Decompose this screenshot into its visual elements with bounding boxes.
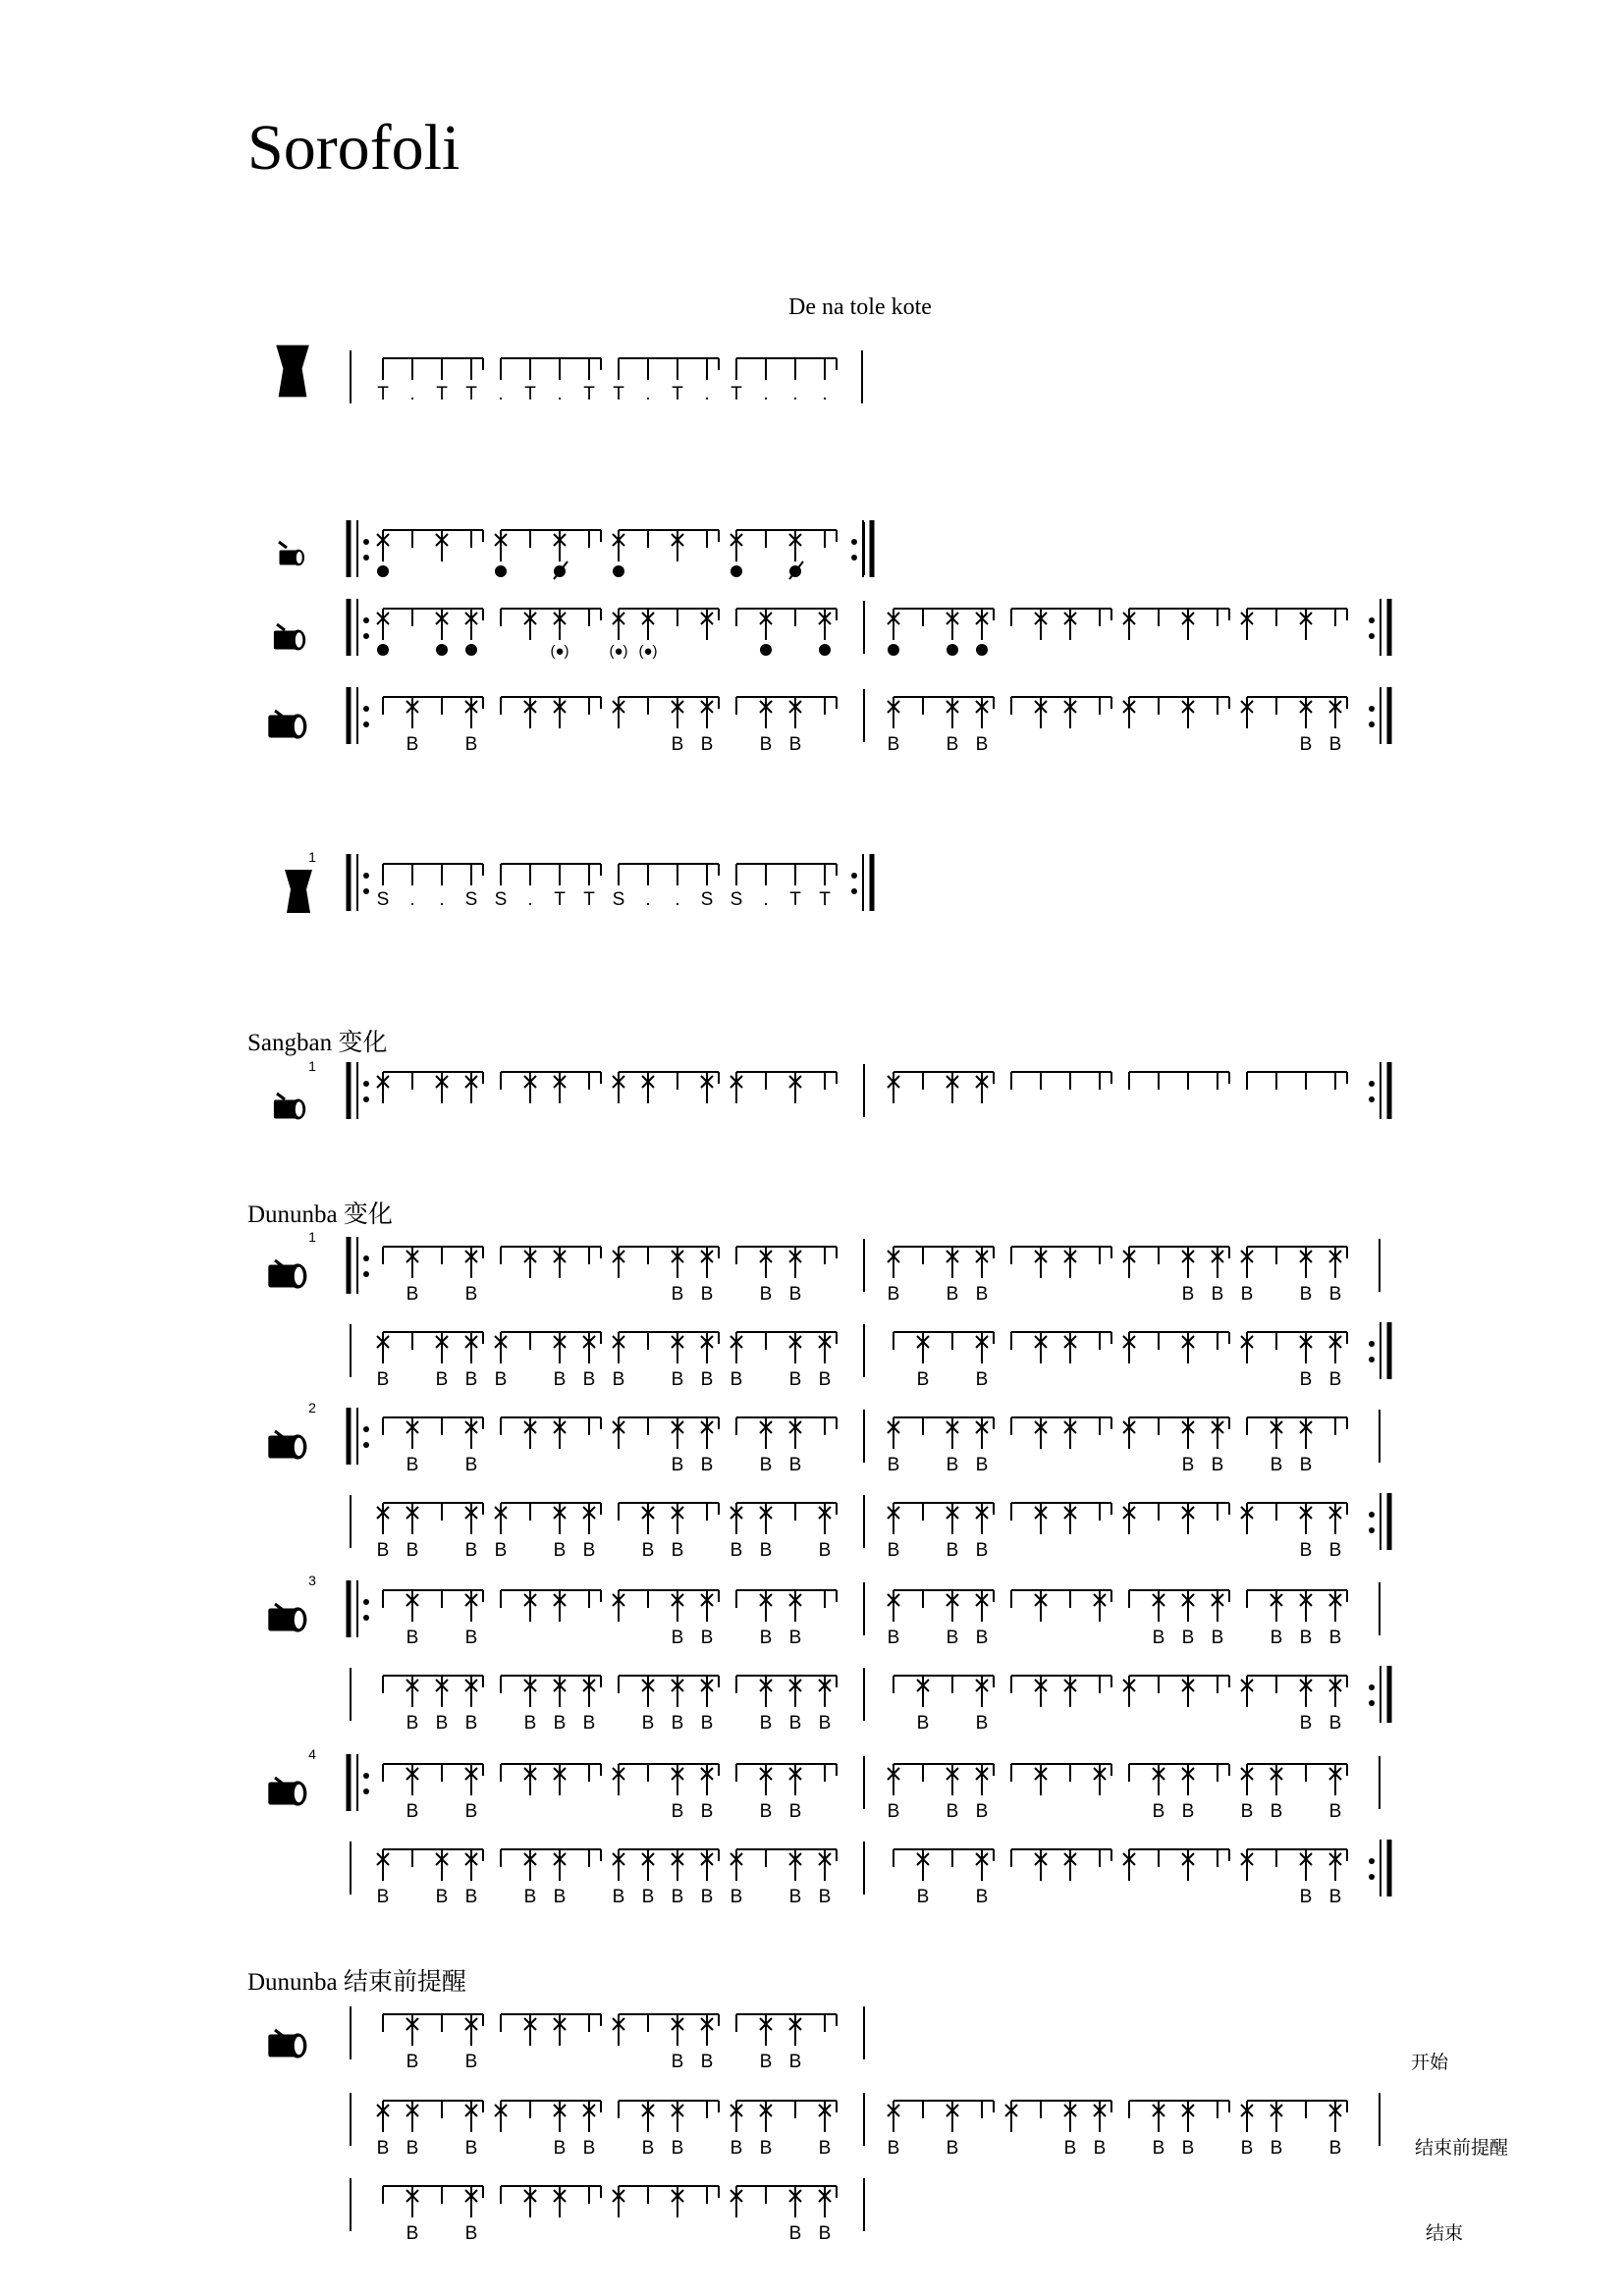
stroke-label: B — [887, 1540, 900, 1561]
stroke-label: B — [582, 1540, 596, 1561]
stroke-label: B — [1328, 734, 1342, 755]
stroke-label: B — [1270, 2138, 1283, 2159]
stroke-label: B — [612, 1887, 625, 1907]
repeat-dot — [1369, 1081, 1375, 1087]
stroke-label: B — [975, 734, 989, 755]
stroke-label: B — [700, 1713, 714, 1734]
stroke-label: B — [406, 2052, 419, 2072]
djembe-stroke: . — [498, 384, 504, 404]
stroke-label: B — [1270, 1455, 1283, 1475]
stroke-label: B — [1328, 1284, 1342, 1305]
stroke-label: B — [788, 734, 802, 755]
stroke-label: B — [759, 1540, 773, 1561]
stroke-label: B — [1240, 2138, 1254, 2159]
stroke-label: B — [788, 1713, 802, 1734]
stroke-label: B — [1270, 1801, 1283, 1822]
dununba-ending-heading: Dununba 结束前提醒 — [247, 1969, 466, 1996]
djembe-stroke: . — [557, 384, 563, 404]
stroke-label: B — [788, 1455, 802, 1475]
djembe-stroke: T — [524, 384, 536, 404]
djembe-stroke: S — [730, 889, 743, 910]
bell-open — [731, 565, 742, 577]
djembe-stroke: T — [789, 889, 801, 910]
stroke-label: B — [730, 1369, 743, 1390]
djembe-intro-annotation: De na tole kote — [788, 294, 932, 320]
variation-number: 1 — [308, 1058, 316, 1074]
stroke-label: B — [523, 1713, 537, 1734]
djembe-stroke: . — [822, 384, 828, 404]
djembe-stroke: T — [672, 384, 683, 404]
repeat-dot — [1369, 1096, 1375, 1102]
repeat-dot — [1369, 1858, 1375, 1864]
stroke-label: B — [671, 1540, 684, 1561]
djembe-icon — [285, 870, 312, 913]
repeat-dot — [363, 1271, 369, 1277]
dunun-icon — [274, 1099, 305, 1120]
dunun-skin — [297, 552, 302, 563]
stroke-label: B — [376, 2138, 390, 2159]
stroke-label: B — [464, 1284, 478, 1305]
dunun-skin — [295, 718, 303, 735]
djembe-shape — [276, 346, 309, 398]
djembe-stroke: . — [409, 889, 415, 910]
stroke-label: B — [1299, 1540, 1313, 1561]
djembe-stroke: T — [731, 384, 742, 404]
stroke-label: B — [671, 734, 684, 755]
djembe-stroke: . — [792, 384, 798, 404]
stroke-label: B — [887, 1284, 900, 1305]
djembe-stroke: . — [675, 889, 680, 910]
bell-muted: (●) — [638, 643, 658, 660]
stroke-label: B — [1181, 2138, 1195, 2159]
bell-open — [976, 644, 988, 656]
stroke-label: B — [1299, 1628, 1313, 1648]
stroke-label: B — [464, 734, 478, 755]
djembe-shape — [285, 870, 312, 913]
bell-mount — [277, 624, 285, 630]
stroke-label: B — [818, 1887, 832, 1907]
stroke-label: B — [435, 1713, 449, 1734]
stroke-label: B — [1181, 1628, 1195, 1648]
stroke-label: B — [975, 1369, 989, 1390]
djembe-icon — [276, 346, 309, 398]
bell-mount — [279, 542, 287, 548]
stroke-label: B — [523, 1887, 537, 1907]
stroke-label: B — [1181, 1801, 1195, 1822]
repeat-dot — [363, 1442, 369, 1448]
djembe-stroke: S — [376, 889, 390, 910]
stroke-label: B — [671, 1455, 684, 1475]
repeat-dot — [1369, 1527, 1375, 1533]
stroke-label: B — [406, 1455, 419, 1475]
djembe-stroke: T — [377, 384, 389, 404]
djembe-stroke: T — [583, 889, 595, 910]
repeat-dot — [363, 1081, 369, 1087]
repeat-dot — [363, 721, 369, 727]
djembe-stroke: T — [436, 384, 448, 404]
stroke-label: B — [406, 1713, 419, 1734]
stroke-label: B — [376, 1369, 390, 1390]
repeat-dot — [363, 1426, 369, 1432]
djembe-stroke: T — [583, 384, 595, 404]
djembe-stroke: . — [763, 889, 769, 910]
stroke-label: B — [946, 1628, 959, 1648]
stroke-label: B — [759, 1628, 773, 1648]
stroke-label: B — [1270, 1628, 1283, 1648]
stroke-label: B — [788, 1369, 802, 1390]
bell-muted: (●) — [550, 643, 569, 660]
bell-open — [377, 644, 389, 656]
djembe-stroke: . — [527, 889, 533, 910]
stroke-label: B — [464, 1540, 478, 1561]
stroke-label: B — [464, 1455, 478, 1475]
repeat-dot — [363, 1255, 369, 1261]
djembe-stroke: . — [763, 384, 769, 404]
stroke-label: B — [464, 1713, 478, 1734]
stroke-label: B — [1152, 1628, 1165, 1648]
djembe-stroke: S — [494, 889, 508, 910]
djembe-stroke: S — [700, 889, 714, 910]
stroke-label: B — [582, 1713, 596, 1734]
stroke-label: B — [1328, 1628, 1342, 1648]
stroke-label: B — [406, 2223, 419, 2244]
repeat-dot — [851, 555, 857, 561]
stroke-label: B — [1299, 1713, 1313, 1734]
stroke-label: B — [406, 2138, 419, 2159]
stroke-label: B — [1063, 2138, 1077, 2159]
stroke-label: B — [1240, 1284, 1254, 1305]
stroke-label: B — [1299, 1284, 1313, 1305]
stroke-label: B — [671, 1801, 684, 1822]
stroke-label: B — [406, 1284, 419, 1305]
dunun-icon — [268, 1607, 306, 1631]
stroke-label: B — [494, 1369, 508, 1390]
stroke-label: B — [406, 1540, 419, 1561]
stroke-label: B — [916, 1887, 930, 1907]
stroke-label: B — [975, 1887, 989, 1907]
stroke-label: B — [788, 1887, 802, 1907]
stroke-label: B — [818, 2223, 832, 2244]
repeat-dot — [363, 888, 369, 894]
bell-open — [495, 565, 507, 577]
repeat-dot — [1369, 617, 1375, 623]
page-title: Sorofoli — [247, 112, 460, 184]
stroke-label: B — [641, 1713, 655, 1734]
bell-open — [819, 644, 831, 656]
stroke-label: B — [975, 1628, 989, 1648]
stroke-label: B — [553, 1713, 567, 1734]
stroke-label: B — [730, 1540, 743, 1561]
stroke-label: B — [1328, 1540, 1342, 1561]
stroke-label: B — [946, 1284, 959, 1305]
stroke-label: B — [818, 1540, 832, 1561]
dunun-icon — [280, 550, 305, 566]
stroke-label: B — [1299, 1369, 1313, 1390]
repeat-dot — [1369, 1512, 1375, 1518]
djembe-stroke: . — [645, 384, 651, 404]
stroke-label: B — [464, 1801, 478, 1822]
stroke-label: B — [759, 1713, 773, 1734]
djembe-stroke: . — [409, 384, 415, 404]
repeat-dot — [1369, 1357, 1375, 1362]
repeat-dot — [363, 633, 369, 639]
stroke-label: B — [553, 1887, 567, 1907]
bell-open — [613, 565, 624, 577]
stroke-label: B — [582, 1369, 596, 1390]
djembe-stroke: . — [645, 889, 651, 910]
djembe-stroke: . — [439, 889, 445, 910]
dunun-icon — [268, 1781, 306, 1805]
stroke-label: B — [1152, 1801, 1165, 1822]
stroke-label: B — [759, 2052, 773, 2072]
stroke-label: B — [700, 1455, 714, 1475]
repeat-dot — [1369, 721, 1375, 727]
repeat-dot — [363, 873, 369, 879]
stroke-label: B — [1093, 2138, 1107, 2159]
stroke-label: B — [406, 1801, 419, 1822]
bell-open — [947, 644, 958, 656]
repeat-dot — [363, 617, 369, 623]
stroke-label: B — [376, 1540, 390, 1561]
stroke-label: B — [671, 1713, 684, 1734]
stroke-label: B — [1299, 1455, 1313, 1475]
stroke-label: B — [406, 1628, 419, 1648]
stroke-label: B — [916, 1713, 930, 1734]
ending-note-start: 开始 — [1411, 2052, 1449, 2073]
variation-number: 2 — [308, 1400, 316, 1415]
stroke-label: B — [1211, 1628, 1224, 1648]
bell-open — [377, 565, 389, 577]
djembe-stroke: T — [465, 384, 477, 404]
stroke-label: B — [730, 1887, 743, 1907]
sangban-variation-heading: Sangban 变化 — [247, 1030, 388, 1056]
stroke-label: B — [553, 2138, 567, 2159]
stroke-label: B — [464, 2223, 478, 2244]
dununba-variation-heading: Dununba 变化 — [247, 1201, 393, 1228]
stroke-label: B — [1328, 1369, 1342, 1390]
stroke-label: B — [946, 1801, 959, 1822]
stroke-label: B — [946, 1540, 959, 1561]
stroke-label: B — [671, 1887, 684, 1907]
dunun-skin — [296, 1101, 303, 1116]
stroke-label: B — [376, 1887, 390, 1907]
dunun-icon — [268, 714, 306, 738]
variation-number: 3 — [308, 1573, 316, 1588]
stroke-label: B — [464, 1628, 478, 1648]
stroke-label: B — [700, 1887, 714, 1907]
djembe-stroke: T — [554, 889, 566, 910]
stroke-label: B — [641, 2138, 655, 2159]
repeat-dot — [1369, 1874, 1375, 1880]
stroke-label: B — [464, 2052, 478, 2072]
stroke-label: B — [700, 1284, 714, 1305]
dunun-skin — [295, 1611, 303, 1629]
stroke-label: B — [887, 1801, 900, 1822]
stroke-label: B — [464, 1369, 478, 1390]
stroke-label: B — [818, 1713, 832, 1734]
stroke-label: B — [1240, 1801, 1254, 1822]
stroke-label: B — [1328, 1801, 1342, 1822]
repeat-dot — [851, 539, 857, 545]
stroke-label: B — [730, 2138, 743, 2159]
djembe-stroke: T — [613, 384, 624, 404]
repeat-dot — [363, 1615, 369, 1621]
variation-number: 1 — [308, 1229, 316, 1245]
stroke-label: B — [946, 734, 959, 755]
stroke-label: B — [788, 1284, 802, 1305]
repeat-dot — [1369, 1341, 1375, 1347]
stroke-label: B — [435, 1369, 449, 1390]
stroke-label: B — [788, 2052, 802, 2072]
dunun-skin — [295, 1785, 303, 1802]
ending-note-reminder: 结束前提醒 — [1415, 2137, 1509, 2159]
stroke-label: B — [435, 1887, 449, 1907]
dunun-skin — [295, 2037, 303, 2055]
stroke-label: B — [946, 1455, 959, 1475]
stroke-label: B — [975, 1284, 989, 1305]
stroke-label: B — [641, 1540, 655, 1561]
stroke-label: B — [1211, 1284, 1224, 1305]
dunun-skin — [296, 632, 303, 647]
stroke-label: B — [464, 1887, 478, 1907]
repeat-dot — [363, 706, 369, 712]
repeat-dot — [1369, 706, 1375, 712]
repeat-dot — [363, 1773, 369, 1779]
stroke-label: B — [788, 2223, 802, 2244]
stroke-label: B — [975, 1455, 989, 1475]
bell-open — [760, 644, 772, 656]
stroke-label: B — [759, 734, 773, 755]
djembe-stroke: . — [704, 384, 710, 404]
djembe-stroke: S — [612, 889, 625, 910]
repeat-dot — [363, 555, 369, 561]
stroke-label: B — [641, 1887, 655, 1907]
stroke-label: B — [700, 1628, 714, 1648]
stroke-label: B — [671, 1284, 684, 1305]
variation-number: 4 — [308, 1746, 316, 1762]
repeat-dot — [363, 539, 369, 545]
stroke-label: B — [700, 1369, 714, 1390]
variation-number: 1 — [308, 849, 316, 865]
repeat-dot — [363, 1789, 369, 1794]
stroke-label: B — [494, 1540, 508, 1561]
stroke-label: B — [671, 2138, 684, 2159]
bell-mount — [277, 1094, 285, 1099]
stroke-label: B — [700, 2052, 714, 2072]
stroke-label: B — [671, 1628, 684, 1648]
dunun-skin — [295, 1438, 303, 1456]
stroke-label: B — [700, 734, 714, 755]
repeat-dot — [1369, 1684, 1375, 1690]
stroke-label: B — [1328, 1887, 1342, 1907]
bell-open — [436, 644, 448, 656]
stroke-label: B — [975, 1801, 989, 1822]
djembe-stroke: T — [819, 889, 831, 910]
stroke-label: B — [887, 734, 900, 755]
dunun-icon — [268, 1434, 306, 1459]
repeat-dot — [1369, 633, 1375, 639]
stroke-label: B — [818, 2138, 832, 2159]
stroke-label: B — [1299, 734, 1313, 755]
bell-open — [465, 644, 477, 656]
dunun-icon — [268, 2033, 306, 2057]
stroke-label: B — [946, 2138, 959, 2159]
stroke-label: B — [1181, 1284, 1195, 1305]
stroke-label: B — [818, 1369, 832, 1390]
stroke-label: B — [553, 1369, 567, 1390]
repeat-dot — [851, 873, 857, 879]
stroke-label: B — [887, 1455, 900, 1475]
dunun-icon — [274, 630, 305, 651]
djembe-stroke: S — [464, 889, 478, 910]
dunun-icon — [268, 1263, 306, 1288]
ending-note-end: 结束 — [1426, 2222, 1464, 2244]
stroke-label: B — [916, 1369, 930, 1390]
stroke-label: B — [759, 1284, 773, 1305]
dunun-skin — [295, 1267, 303, 1285]
stroke-label: B — [1328, 2138, 1342, 2159]
stroke-label: B — [612, 1369, 625, 1390]
stroke-label: B — [582, 2138, 596, 2159]
repeat-dot — [363, 1599, 369, 1605]
stroke-label: B — [1328, 1713, 1342, 1734]
stroke-label: B — [759, 1801, 773, 1822]
stroke-label: B — [1211, 1455, 1224, 1475]
stroke-label: B — [759, 2138, 773, 2159]
stroke-label: B — [700, 1801, 714, 1822]
stroke-label: B — [671, 1369, 684, 1390]
stroke-label: B — [1299, 1887, 1313, 1907]
stroke-label: B — [1181, 1455, 1195, 1475]
stroke-label: B — [887, 1628, 900, 1648]
stroke-label: B — [671, 2052, 684, 2072]
repeat-dot — [851, 888, 857, 894]
bell-open — [888, 644, 899, 656]
stroke-label: B — [975, 1713, 989, 1734]
stroke-label: B — [887, 2138, 900, 2159]
stroke-label: B — [1152, 2138, 1165, 2159]
stroke-label: B — [553, 1540, 567, 1561]
stroke-label: B — [788, 1628, 802, 1648]
stroke-label: B — [406, 734, 419, 755]
stroke-label: B — [975, 1540, 989, 1561]
repeat-dot — [1369, 1700, 1375, 1706]
bell-muted: (●) — [609, 643, 628, 660]
stroke-label: B — [464, 2138, 478, 2159]
repeat-dot — [363, 1096, 369, 1102]
stroke-label: B — [759, 1455, 773, 1475]
stroke-label: B — [788, 1801, 802, 1822]
